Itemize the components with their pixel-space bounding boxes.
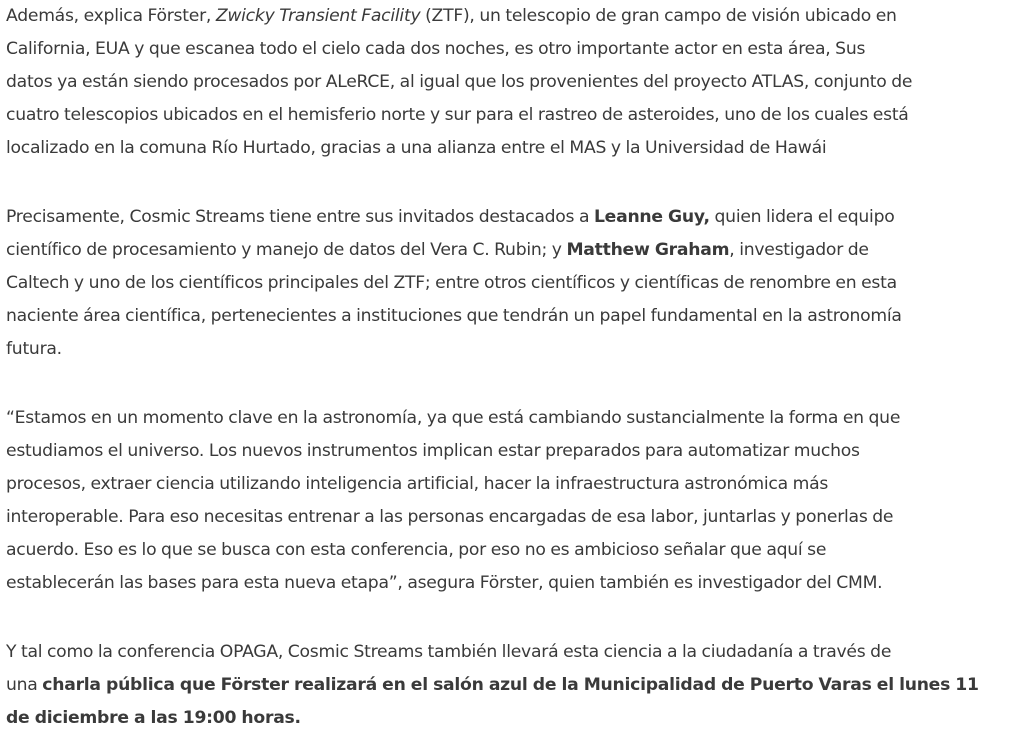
paragraph-spacer: [6, 165, 1020, 201]
paragraph-forster-quote: [6, 402, 1020, 600]
bold-text: charla pública que Förster realizará en el salón azul de la Municipalidad de Puerto Varas el lunes 11: [42, 675, 979, 695]
text-line: [6, 402, 1020, 435]
text-line: [6, 99, 1020, 132]
text: cuatro telescopios ubicados en el hemisferio norte y sur para el rastreo de asteroides, uno de los cuales está: [6, 105, 909, 125]
text-line: [6, 702, 1020, 735]
bold-text: de diciembre a las 19:00 horas.: [6, 708, 301, 728]
paragraph-spacer: [6, 600, 1020, 636]
text: datos ya están siendo procesados por ALeRCE, al igual que los provenientes del proyecto ATLAS, conjunto de: [6, 72, 913, 92]
text: interoperable. Para eso necesitas entrenar a las personas encargadas de esa labor, juntarlas y ponerlas de: [6, 507, 894, 527]
text: acuerdo. Eso es lo que se busca con esta conferencia, por eso no es ambicioso señalar que aquí se: [6, 540, 827, 560]
text: establecerán las bases para esta nueva etapa”, asegura Förster, quien también es investigador del CMM.: [6, 573, 883, 593]
text: (ZTF), un telescopio de gran campo de visión ubicado en: [420, 6, 897, 26]
text: localizado en la comuna Río Hurtado, gracias a una alianza entre el MAS y la Universidad de Hawái: [6, 138, 827, 158]
text-line: [6, 567, 1020, 600]
text: Precisamente, Cosmic Streams tiene entre sus invitados destacados a: [6, 207, 594, 227]
article-body: [6, 0, 1020, 735]
text: Además, explica Förster,: [6, 6, 216, 26]
text: científico de procesamiento y manejo de datos del Vera C. Rubin; y: [6, 240, 567, 260]
italic-text: Zwicky Transient Facility: [215, 6, 421, 26]
text: “Estamos en un momento clave en la astronomía, ya que está cambiando sustancialmente la forma en que: [6, 408, 901, 428]
text-line: [6, 267, 1020, 300]
text: Caltech y uno de los científicos principales del ZTF; entre otros científicos y científicas de renombre en esta: [6, 273, 897, 293]
text: una: [6, 675, 43, 695]
text-line: [6, 234, 1020, 267]
paragraph-spacer: [6, 366, 1020, 402]
text: California, EUA y que escanea todo el cielo cada dos noches, es otro importante actor en esta área, Sus: [6, 39, 866, 59]
text: Y tal como la conferencia OPAGA, Cosmic Streams también llevará esta ciencia a la ciudadanía a través de: [6, 642, 892, 662]
text: quien lidera el equipo: [709, 207, 895, 227]
text: estudiamos el universo. Los nuevos instrumentos implican estar preparados para automatizar muchos: [6, 441, 860, 461]
text-line: [6, 468, 1020, 501]
text-line: [6, 636, 1020, 669]
paragraph-invited-speakers: [6, 201, 1020, 366]
text-line: [6, 669, 1020, 702]
text-line: [6, 300, 1020, 333]
bold-text: Leanne Guy,: [593, 207, 710, 227]
text: procesos, extraer ciencia utilizando inteligencia artificial, hacer la infraestructura astronómica más: [6, 474, 829, 494]
text: , investigador de: [729, 240, 869, 260]
text-line: [6, 132, 1020, 165]
text-line: [6, 201, 1020, 234]
text-line: [6, 66, 1020, 99]
text-line: [6, 0, 1020, 33]
text-line: [6, 534, 1020, 567]
paragraph-public-talk: [6, 636, 1020, 735]
paragraph-ztf-atlas: [6, 0, 1020, 165]
text-line: [6, 33, 1020, 66]
text-line: [6, 333, 1020, 366]
text-line: [6, 501, 1020, 534]
bold-text: Matthew Graham: [566, 240, 730, 260]
text: naciente área científica, pertenecientes a instituciones que tendrán un papel fundamental en la astronomía: [6, 306, 902, 326]
text: futura.: [6, 339, 62, 359]
text-line: [6, 435, 1020, 468]
